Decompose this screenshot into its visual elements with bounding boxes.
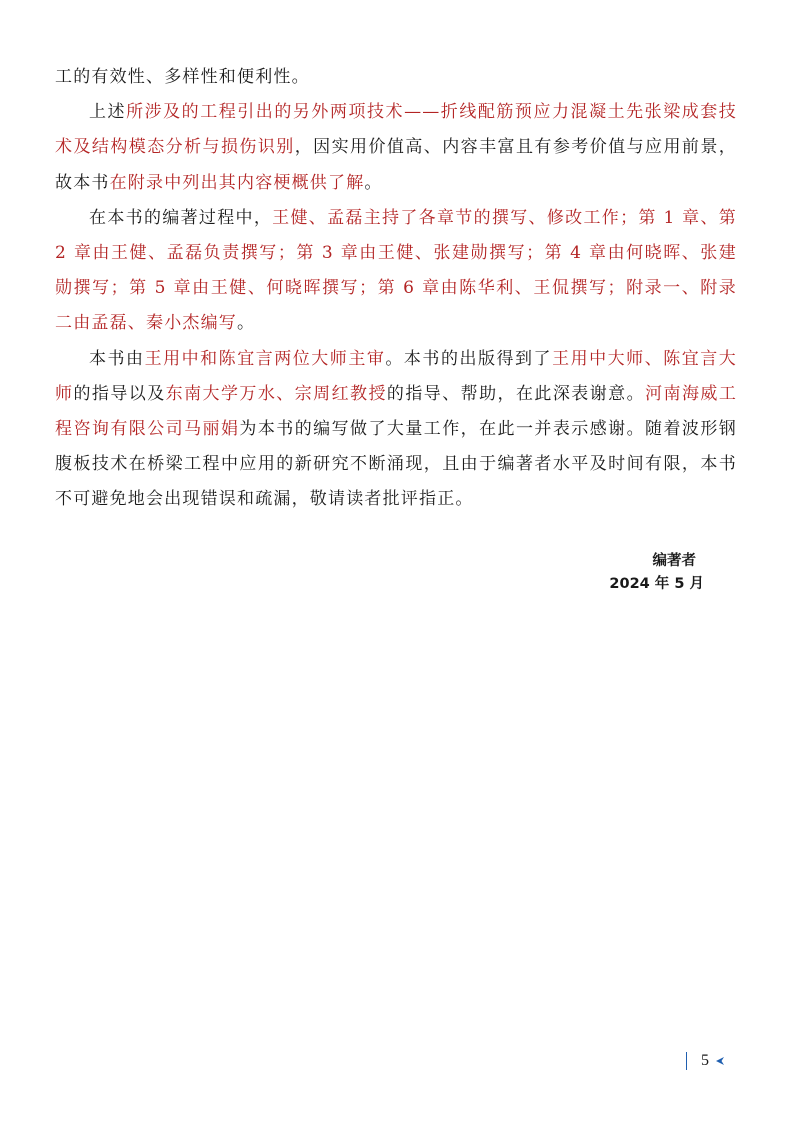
- highlighted-text: 王用中大师、陈宜言大师: [55, 348, 737, 404]
- body-text: 工的有效性、多样性和便利性。: [55, 67, 310, 87]
- body-text: 本书由: [89, 348, 145, 369]
- highlighted-text: 东南大学万水、宗周红教授: [165, 383, 387, 404]
- body-text: 。: [237, 313, 256, 334]
- paragraph: [55, 201, 737, 342]
- date-signature: 2024 年 5 月: [609, 576, 704, 592]
- highlighted-text: 王健、孟磊主持了各章节的撰写、修改工作；第 1 章、第 2 章由王健、孟磊负责撰写；第 3 章由王健、张建勋撰写；第 4 章由何晓晖、张建勋撰写；第 5 章由王健、何晓晖撰写；第 6 章由陈华利、王侃撰写；附录一、附录二由孟磊、秦小杰编写: [55, 207, 737, 334]
- body-text: ，因实用价值高、内容丰富且有参考价值与应用前景，故本书: [55, 137, 737, 193]
- page-body: [55, 60, 737, 518]
- body-text: 。: [364, 172, 383, 193]
- paragraph: [55, 342, 737, 518]
- body-text: 上述: [89, 102, 127, 123]
- highlighted-text: 河南海威工程咨询有限公司马丽娟: [55, 383, 738, 440]
- highlighted-text: 所涉及的工程引出的另外两项技术——折线配筋预应力混凝土先张梁成套技术及结构模态分析与损伤识别: [55, 102, 737, 158]
- page-footer: [686, 1051, 725, 1071]
- signature-block: [609, 550, 704, 596]
- body-text: 的指导、帮助，在此深表谢意。: [386, 383, 646, 404]
- paragraph: [55, 95, 737, 201]
- body-text: 。本书的出版得到了: [385, 348, 553, 369]
- page-number: 5: [701, 1052, 709, 1069]
- highlighted-text: 王用中和陈宜言两位大师主审: [144, 348, 386, 369]
- footer-divider: [686, 1052, 687, 1070]
- body-text: 在本书的编著过程中，: [89, 207, 273, 228]
- chevron-left-icon: [715, 1056, 725, 1066]
- paragraph: [55, 60, 737, 95]
- body-text: 的指导以及: [73, 383, 166, 404]
- highlighted-text: 在附录中列出其内容梗概供了解: [109, 172, 365, 193]
- author-signature: 编著者: [652, 553, 696, 569]
- body-text: 为本书的编写做了大量工作，在此一并表示感谢。随着波形钢腹板技术在桥梁工程中应用的新研究不断涌现，且由于编著者水平及时间有限，本书不可避免地会出现错误和疏漏，敬请读者批评指正。: [55, 419, 737, 510]
